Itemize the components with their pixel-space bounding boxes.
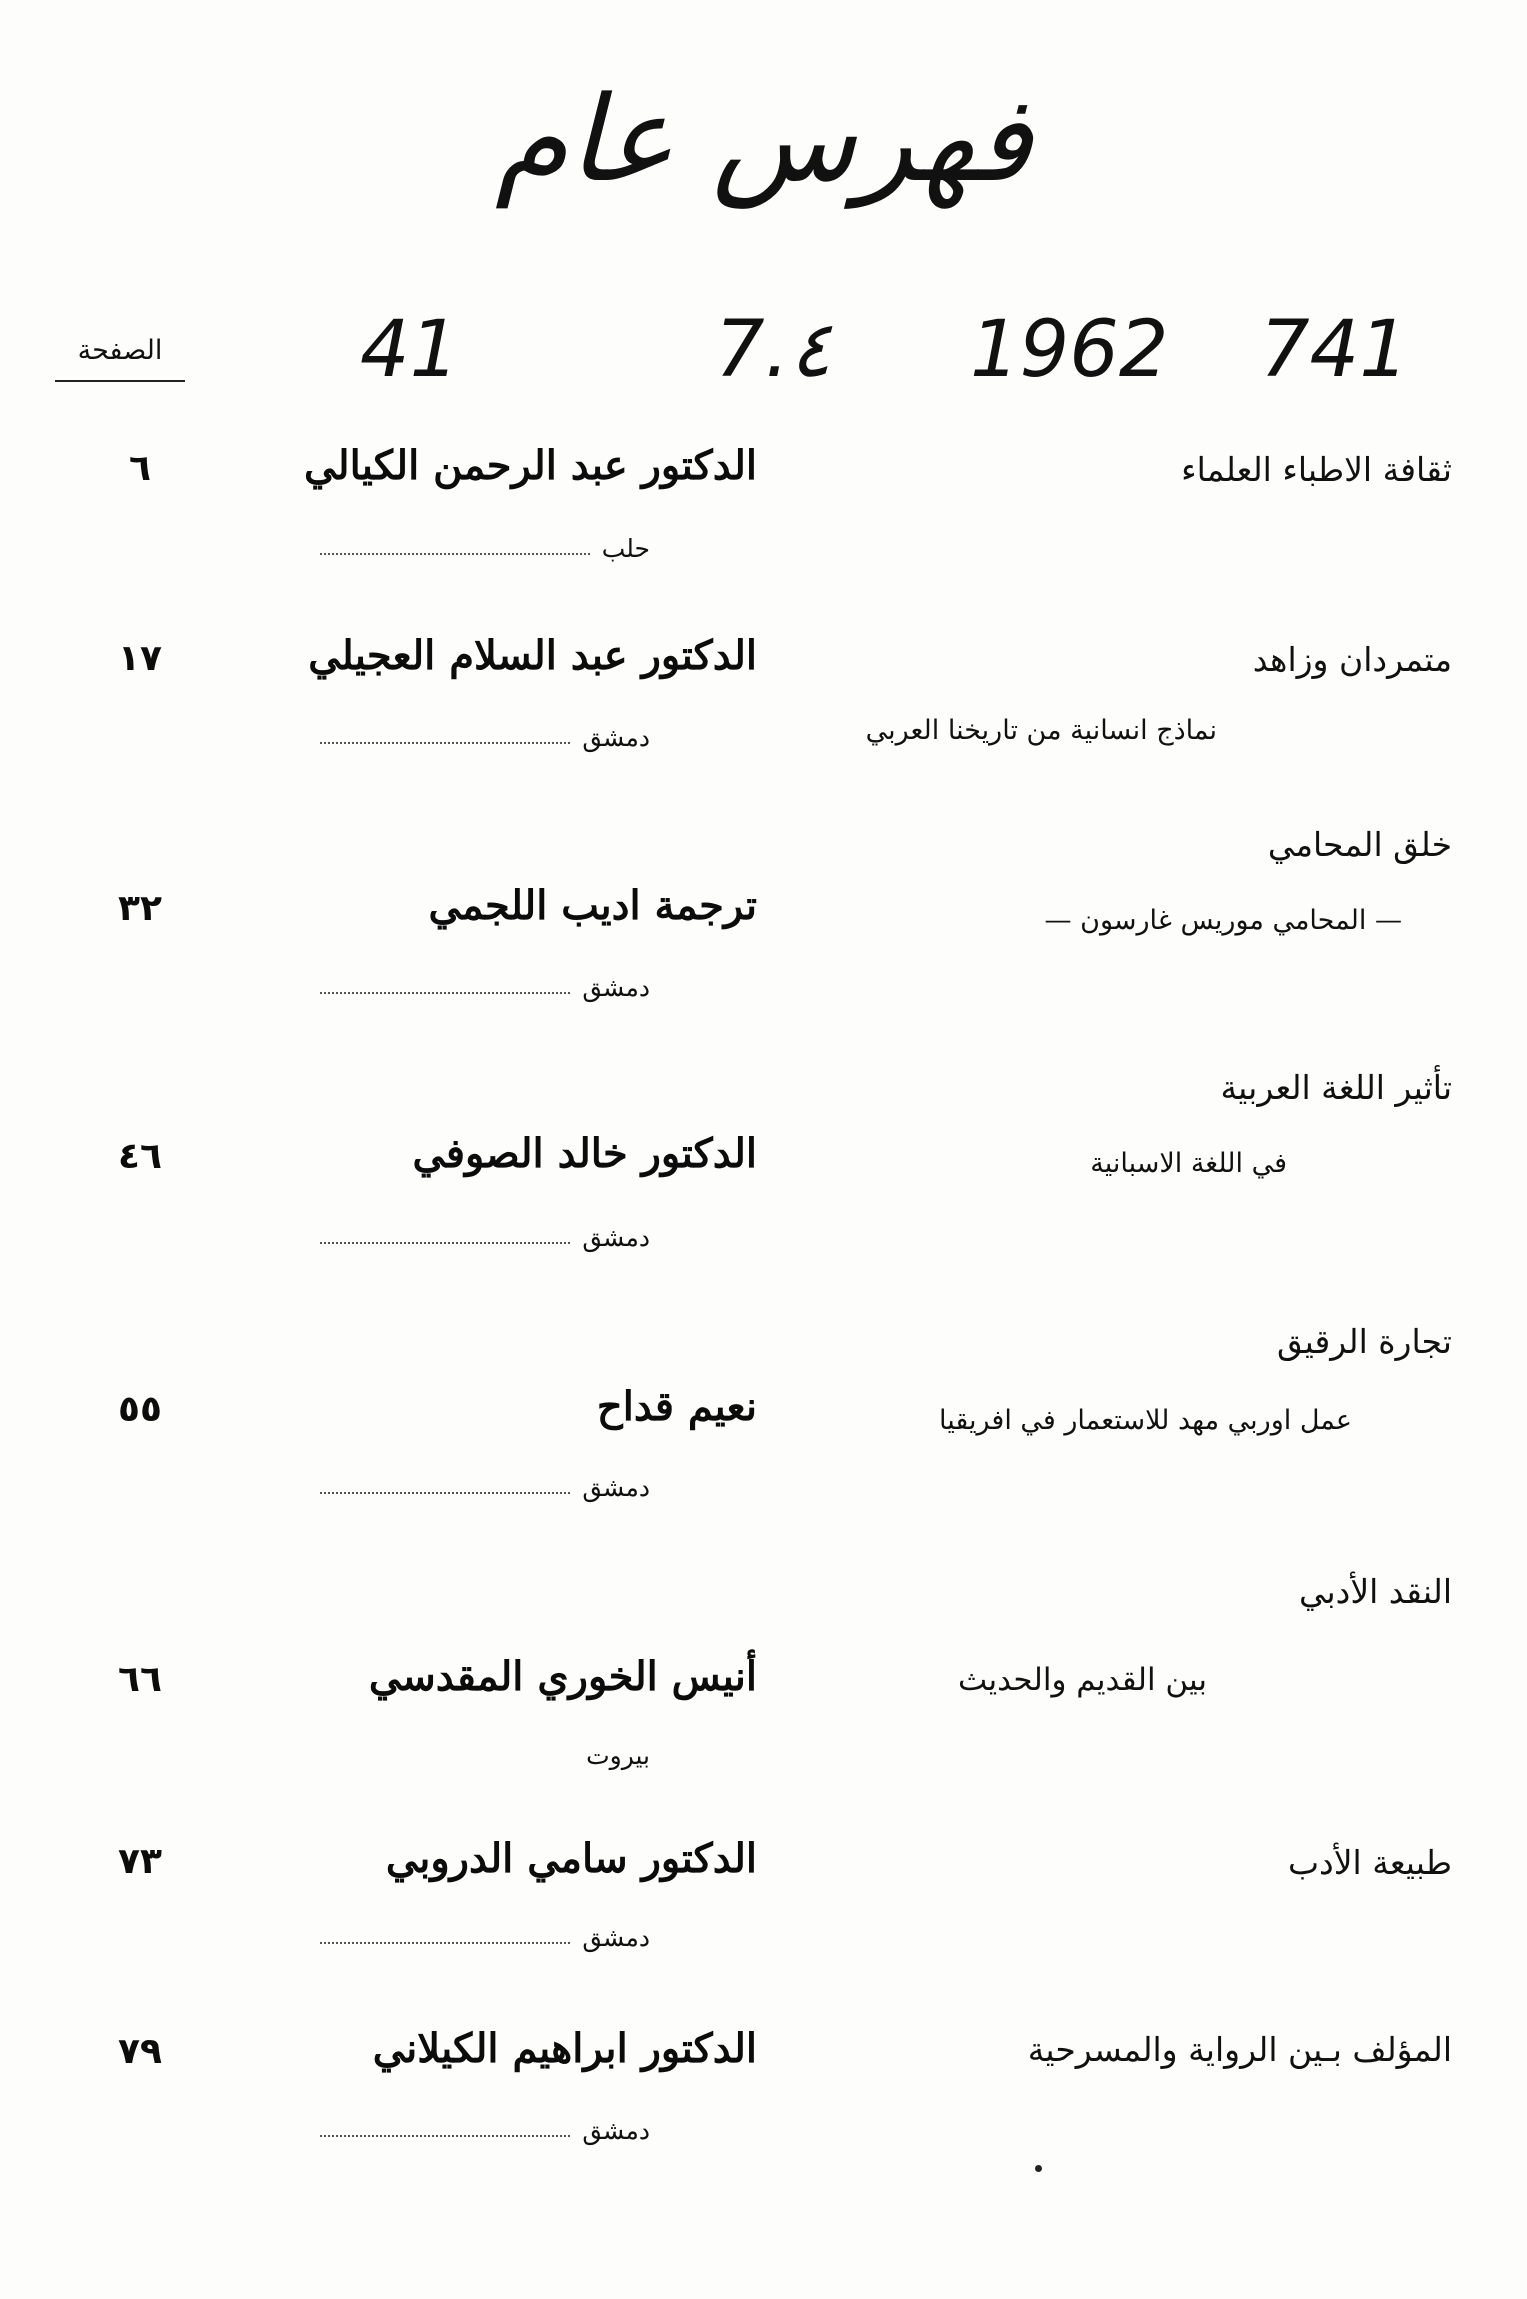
entry-author: الدكتور عبد الرحمن الكيالي — [304, 442, 757, 489]
dotted-leader — [320, 1942, 570, 1944]
reference-number: 41 — [360, 305, 460, 395]
entry-city: دمشق — [582, 1223, 650, 1252]
reference-number: 1962 — [970, 305, 1169, 395]
entry-author: نعيم قداح — [596, 1383, 757, 1430]
ink-speck — [1035, 2165, 1042, 2172]
entry-title: خلق المحامي — [1267, 825, 1452, 864]
entry-page-number: ١٧ — [118, 638, 162, 679]
entry-city: دمشق — [582, 973, 650, 1002]
entry-subtitle: بين القديم والحديث — [958, 1662, 1207, 1698]
entry-location — [320, 962, 650, 1002]
entry-page-number: ٥٥ — [118, 1389, 162, 1430]
entry-author: الدكتور عبد السلام العجيلي — [308, 632, 757, 679]
entry-author: الدكتور سامي الدروبي — [385, 1835, 757, 1882]
entry-page-number: ٦٦ — [118, 1659, 162, 1700]
entry-page-number: ٧٩ — [118, 2031, 162, 2072]
entry-city: دمشق — [582, 1923, 650, 1952]
handwritten-reference — [360, 305, 1430, 425]
entry-author: ترجمة اديب اللجمي — [428, 882, 757, 929]
dotted-leader — [320, 1492, 570, 1494]
dotted-leader — [320, 992, 570, 994]
entry-title: المؤلف بـين الرواية والمسرحية — [1027, 2030, 1452, 2069]
entry-author: الدكتور ابراهيم الكيلاني — [372, 2025, 757, 2072]
page-column-header: الصفحة — [55, 335, 185, 382]
entry-page-number: ٣٢ — [118, 888, 162, 929]
entry-subtitle: عمل اوربي مهد للاستعمار في افريقيا — [938, 1405, 1352, 1436]
entry-location — [320, 1212, 650, 1252]
reference-number: 741 — [1260, 305, 1409, 395]
dotted-leader — [320, 2135, 570, 2137]
entry-subtitle: في اللغة الاسبانية — [1090, 1148, 1287, 1179]
entry-city: دمشق — [582, 723, 650, 752]
entry-title: تأثير اللغة العربية — [1220, 1068, 1452, 1107]
entry-author: أنيس الخوري المقدسي — [368, 1653, 757, 1700]
entry-city: بيروت — [586, 1741, 650, 1770]
page-title: فهرس عام — [495, 70, 1032, 208]
entry-city: دمشق — [582, 2116, 650, 2145]
entry-location — [320, 712, 650, 752]
entry-location — [320, 2105, 650, 2145]
entry-subtitle: نماذج انسانية من تاريخنا العربي — [865, 715, 1217, 746]
reference-number: 7.٤ — [715, 305, 832, 395]
entry-location — [320, 1912, 650, 1952]
entry-title: النقد الأدبي — [1298, 1572, 1452, 1611]
entry-title: تجارة الرقيق — [1277, 1322, 1452, 1361]
entry-subtitle: — المحامي موريس غارسون — — [1044, 905, 1402, 936]
entry-author: الدكتور خالد الصوفي — [412, 1130, 757, 1177]
entry-location — [320, 1462, 650, 1502]
dotted-leader — [320, 553, 590, 555]
entry-page-number: ٤٦ — [118, 1136, 162, 1177]
entry-location — [320, 523, 650, 563]
entry-title: متمردان وزاهد — [1252, 640, 1452, 679]
entry-location — [320, 1730, 650, 1770]
entry-city: دمشق — [582, 1473, 650, 1502]
dotted-leader — [320, 1242, 570, 1244]
entry-title: ثقافة الاطباء العلماء — [1181, 450, 1452, 489]
entry-page-number: ٦ — [129, 448, 151, 489]
entry-city: حلب — [601, 534, 650, 563]
dotted-leader — [320, 742, 570, 744]
entry-page-number: ٧٣ — [118, 1841, 162, 1882]
entry-title: طبيعة الأدب — [1287, 1843, 1452, 1882]
